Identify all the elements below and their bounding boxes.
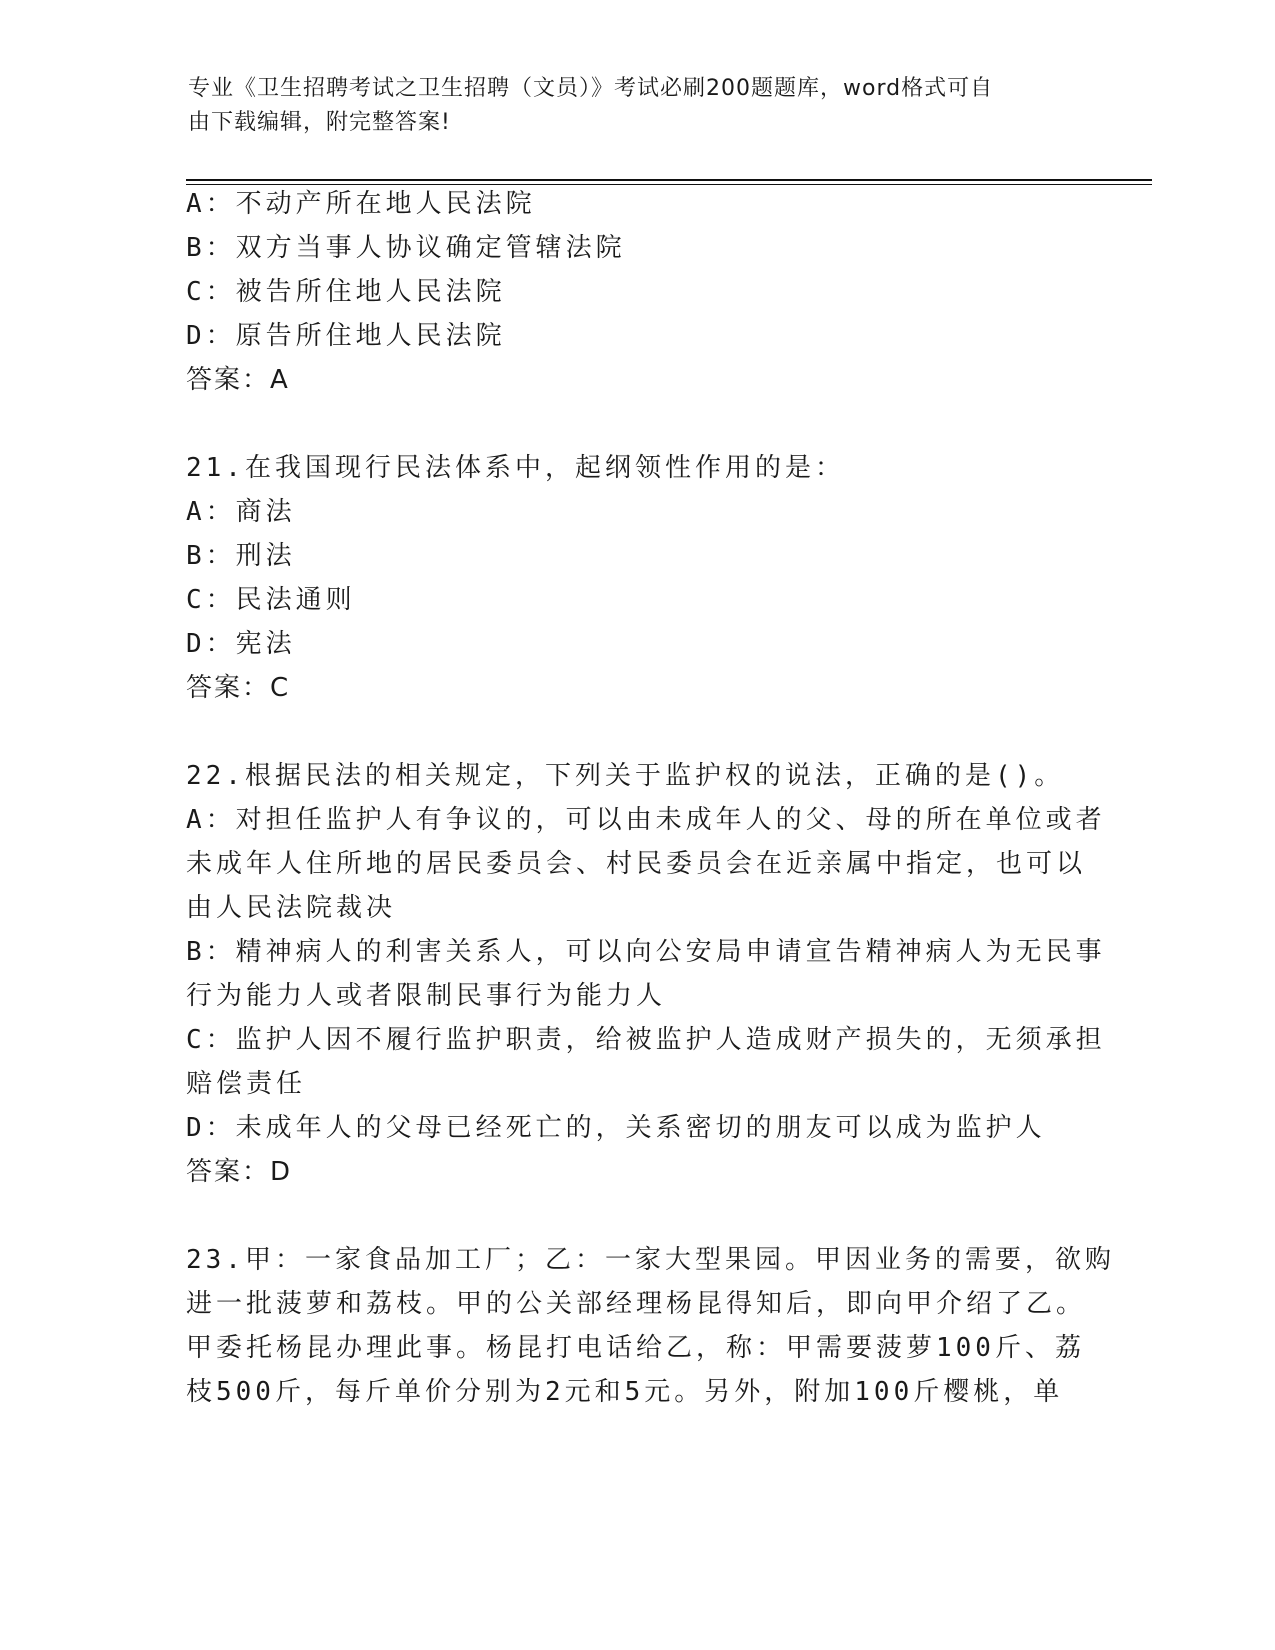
option-c: C：监护人因不履行监护职责，给被监护人造成财产损失的，无须承担 [186, 1025, 1106, 1055]
header-line-2: 由下载编辑，附完整答案! [188, 110, 451, 135]
header-rule-thick [186, 179, 1152, 181]
option-d: D：未成年人的父母已经死亡的，关系密切的朋友可以成为监护人 [186, 1113, 1046, 1143]
option-b: B：精神病人的利害关系人，可以向公安局申请宣告精神病人为无民事 [186, 937, 1106, 967]
option-b-cont: 行为能力人或者限制民事行为能力人 [186, 981, 667, 1011]
option-a: A：不动产所在地人民法院 [186, 189, 536, 219]
option-a-cont: 由人民法院裁决 [186, 893, 397, 923]
header-rule-thin [186, 184, 1152, 185]
header-line-1: 专业《卫生招聘考试之卫生招聘（文员）》考试必刷200题题库，word格式可自 [188, 76, 994, 101]
document-header [188, 72, 1068, 140]
question-22: 22.根据民法的相关规定，下列关于监护权的说法，正确的是()。 [186, 761, 1065, 791]
option-d: D：宪法 [186, 629, 296, 659]
question-23-cont: 枝500斤，每斤单价分别为2元和5元。另外，附加100斤樱桃，单 [186, 1377, 1064, 1407]
question-21: 21.在我国现行民法体系中，起纲领性作用的是： [186, 453, 845, 483]
option-a: A：对担任监护人有争议的，可以由未成年人的父、母的所在单位或者 [186, 805, 1106, 835]
answer: 答案：A [186, 365, 290, 395]
question-23-cont: 甲委托杨昆办理此事。杨昆打电话给乙，称：甲需要菠萝100斤、荔 [186, 1333, 1085, 1363]
answer: 答案：C [186, 673, 291, 703]
option-a-cont: 未成年人住所地的居民委员会、村民委员会在近亲属中指定，也可以 [186, 849, 1087, 879]
option-b: B：双方当事人协议确定管辖法院 [186, 233, 626, 263]
option-b: B：刑法 [186, 541, 296, 571]
option-c: C：被告所住地人民法院 [186, 277, 506, 307]
option-d: D：原告所住地人民法院 [186, 321, 506, 351]
question-23-cont: 进一批菠萝和荔枝。甲的公关部经理杨昆得知后，即向甲介绍了乙。 [186, 1289, 1087, 1319]
question-23: 23.甲：一家食品加工厂；乙：一家大型果园。甲因业务的需要，欲购 [186, 1245, 1115, 1275]
answer: 答案：D [186, 1157, 293, 1187]
option-a: A：商法 [186, 497, 296, 527]
option-c-cont: 赔偿责任 [186, 1069, 307, 1099]
option-c: C：民法通则 [186, 585, 356, 615]
